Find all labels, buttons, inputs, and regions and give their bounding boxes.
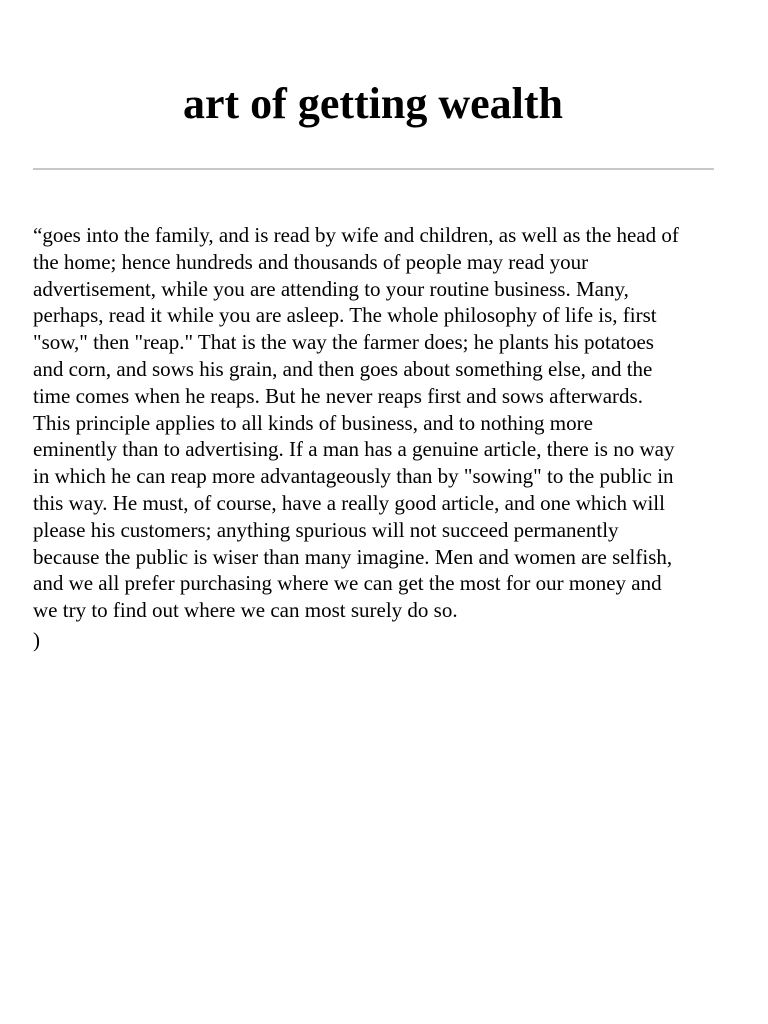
- closing-parenthesis: ): [33, 628, 40, 652]
- title-divider: [33, 168, 714, 170]
- body-paragraph: “goes into the family, and is read by wife and children, as well as the head of the home; hence hundreds and thousands of people may read your advertisement, while you are attending to your routine business. Many, perhaps, read it while you are asleep. The whole philosophy of life is, first "sow," then "reap." That is the way the farmer does; he plants his potatoes and corn, and sows his grain, and then goes about something else, and the time comes when he reaps. But he never reaps first and sows afterwards. This principle applies to all kinds of business, and to nothing more eminently than to advertising. If a man has a genuine article, there is no way in which he can reap more advantageously than by "sowing" to the public in this way. He must, of course, have a really good article, and one which will please his customers; anything spurious will not succeed permanently because the public is wiser than many imagine. Men and women are selfish, and we all prefer purchasing where we can get the most for our money and we try to find out where we can most surely do so.: [33, 223, 679, 623]
- page-title: art of getting wealth: [182, 79, 563, 128]
